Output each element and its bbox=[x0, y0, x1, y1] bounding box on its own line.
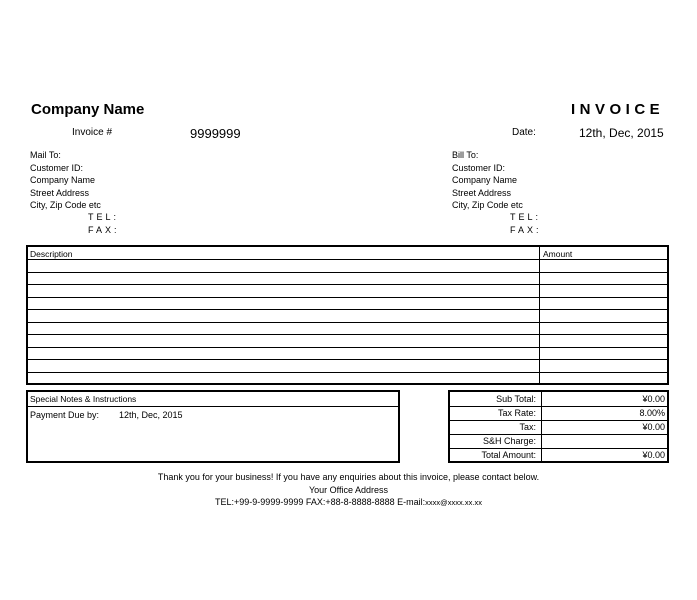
mail-to-fax-label: FAX: bbox=[88, 224, 120, 235]
table-row-line bbox=[28, 322, 667, 323]
header-divider bbox=[28, 259, 667, 260]
table-row-line bbox=[28, 347, 667, 348]
subtotal-label: Sub Total: bbox=[496, 394, 536, 404]
mail-to-label: Mail To: bbox=[30, 150, 61, 160]
column-divider bbox=[539, 247, 540, 383]
table-row-line bbox=[28, 334, 667, 335]
invoice-title: INVOICE bbox=[571, 101, 665, 118]
table-row-line bbox=[28, 284, 667, 285]
tax-rate-label: Tax Rate: bbox=[497, 408, 536, 418]
total-amount-value: ¥0.00 bbox=[642, 450, 665, 460]
footer-contact bbox=[0, 497, 697, 507]
bill-to-street-address[interactable]: Street Address bbox=[452, 187, 512, 198]
footer-email: xxxx@xxxx.xx.xx bbox=[425, 498, 482, 507]
table-row-line bbox=[28, 359, 667, 360]
mail-to-customer-id[interactable]: Customer ID: bbox=[30, 162, 84, 173]
mail-to-street-address[interactable]: Street Address bbox=[30, 187, 90, 198]
description-column-header: Description bbox=[30, 249, 73, 259]
tax-row bbox=[450, 420, 667, 434]
sh-charge-row bbox=[450, 434, 667, 448]
footer-thanks: Thank you for your business! If you have any enquiries about this invoice, please contact below. bbox=[157, 472, 540, 482]
total-amount-label: Total Amount: bbox=[481, 450, 536, 460]
date-label: Date: bbox=[512, 127, 536, 138]
table-row-line bbox=[28, 297, 667, 298]
mail-to-city-zip[interactable]: City, Zip Code etc bbox=[30, 200, 101, 210]
mail-to-company-name[interactable]: Company Name bbox=[30, 175, 96, 185]
tax-rate-value[interactable]: 8.00% bbox=[639, 408, 665, 418]
subtotal-row bbox=[450, 392, 667, 406]
bill-to-block bbox=[452, 149, 523, 212]
footer-address: Your Office Address bbox=[308, 485, 389, 495]
invoice-number[interactable]: 9999999 bbox=[190, 126, 241, 141]
table-row-line bbox=[28, 272, 667, 273]
notes-divider bbox=[28, 406, 398, 407]
totals-box bbox=[448, 390, 669, 463]
amount-column-header: Amount bbox=[543, 249, 573, 259]
bill-to-tel-label: TEL: bbox=[510, 212, 542, 222]
bill-to-telfax bbox=[510, 211, 542, 236]
mail-to-block bbox=[30, 149, 101, 212]
tax-label: Tax: bbox=[519, 422, 536, 432]
invoice-number-label: Invoice # bbox=[72, 127, 113, 138]
bill-to-company-name[interactable]: Company Name bbox=[452, 175, 518, 185]
special-notes-header: Special Notes & Instructions bbox=[30, 394, 137, 404]
items-table bbox=[26, 245, 669, 385]
tax-value: ¥0.00 bbox=[642, 422, 665, 432]
mail-to-tel-label: TEL: bbox=[88, 212, 120, 222]
subtotal-value: ¥0.00 bbox=[642, 394, 665, 404]
company-name: Company Name bbox=[31, 101, 145, 118]
table-row-line bbox=[28, 372, 667, 373]
footer-contact-text: TEL:+99-9-9999-9999 FAX:+88-8-8888-8888 E-mail: bbox=[215, 497, 426, 507]
total-amount-row bbox=[450, 448, 667, 462]
bill-to-city-zip[interactable]: City, Zip Code etc bbox=[452, 200, 523, 210]
payment-due-label: Payment Due by: bbox=[30, 410, 100, 420]
sh-charge-label: S&H Charge: bbox=[482, 436, 536, 446]
payment-due-date[interactable]: 12th, Dec, 2015 bbox=[119, 410, 183, 420]
bill-to-customer-id[interactable]: Customer ID: bbox=[452, 162, 506, 173]
bill-to-fax-label: FAX: bbox=[510, 224, 542, 235]
tax-rate-row bbox=[450, 406, 667, 420]
invoice-date[interactable]: 12th, Dec, 2015 bbox=[579, 126, 664, 140]
mail-to-telfax bbox=[88, 211, 120, 236]
bill-to-label: Bill To: bbox=[452, 150, 479, 160]
table-row-line bbox=[28, 309, 667, 310]
special-notes-box bbox=[26, 390, 400, 463]
